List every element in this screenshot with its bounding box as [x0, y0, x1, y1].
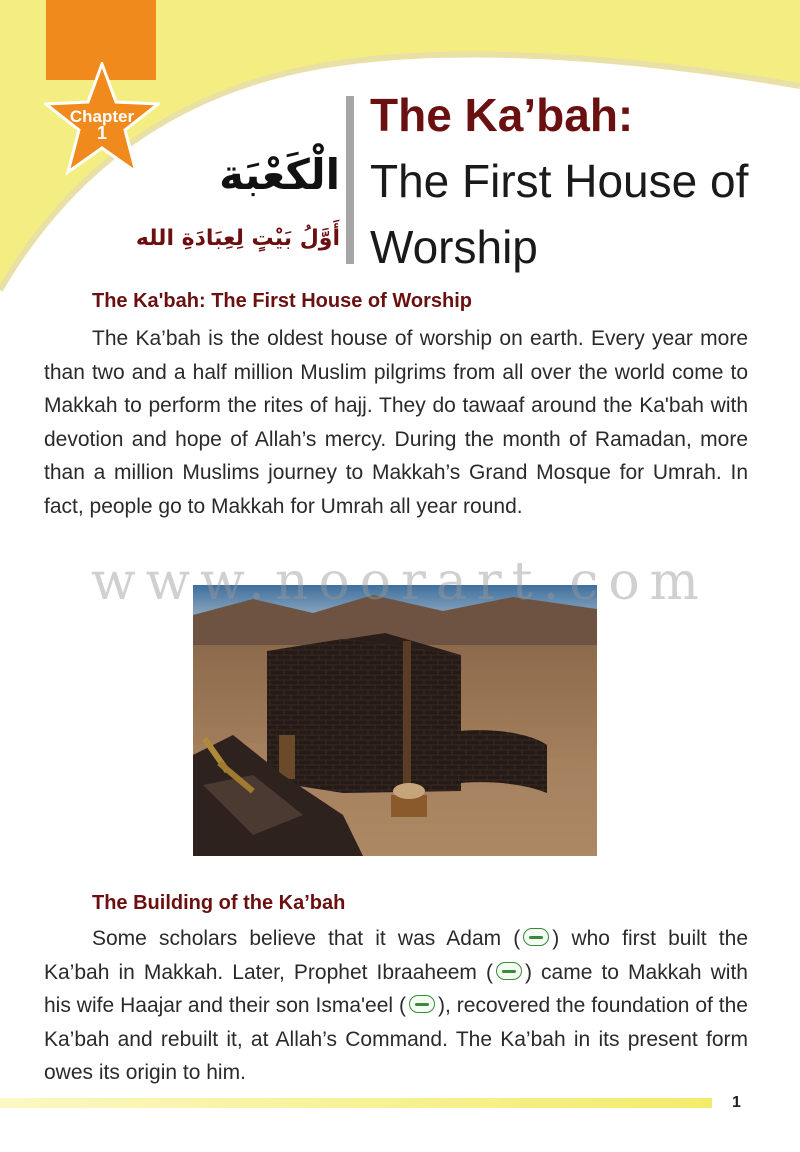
pbuh-icon: [496, 962, 522, 980]
body-2-part-1: Some scholars believe that it was Adam (: [92, 927, 521, 950]
chapter-label: Chapter: [69, 107, 135, 126]
body-2-part-4: ), recovered the foundation of the Ka’bah and rebuilt it, at Allah’s Command. The Ka’bah in its present form owes its origin to him.: [44, 994, 748, 1084]
section-body-1: The Ka’bah is the oldest house of worship on earth. Every year more than two and a half million Muslim pilgrims from all over the world come to Makkah to perform the rites of hajj. They do tawaaf around the Ka'bah with devotion and hope of Allah’s mercy. During the month of Ramadan, more than a million Muslims journey to Makkah’s Grand Mosque for Umrah. In fact, people go to Makkah for Umrah all year round.: [44, 327, 748, 518]
chapter-title-line1: The Ka’bah:: [370, 89, 634, 141]
chapter-title-line3: Worship: [370, 221, 538, 273]
section-body-2: [44, 922, 748, 1090]
kaaba-illustration: [193, 585, 597, 856]
arabic-title: الْكَعْبَة: [219, 150, 340, 199]
chapter-number: 1: [96, 123, 107, 143]
pbuh-icon: [409, 995, 435, 1013]
chapter-badge: [44, 108, 160, 142]
arabic-subtitle: أَوَّلُ بَيْتٍ لِعِبَادَةِ الله: [135, 226, 340, 251]
page-number: 1: [732, 1094, 741, 1111]
section-heading-1: The Ka'bah: The First House of Worship: [92, 290, 472, 312]
section-heading-2: The Building of the Ka’bah: [92, 892, 346, 914]
body-2-part-3: ) came to Makkah with his wife Haajar and their son Isma'eel (: [44, 960, 748, 1017]
watermark: www.noorart.com: [91, 552, 709, 612]
pbuh-icon: [523, 928, 549, 946]
title-divider: [346, 96, 354, 264]
chapter-title-line2: The First House of: [370, 155, 749, 207]
body-2-part-2: ) who first built the Ka’bah in Makkah. Later, Prophet Ibraaheem (: [44, 927, 748, 984]
footer-bar: [0, 1098, 712, 1108]
